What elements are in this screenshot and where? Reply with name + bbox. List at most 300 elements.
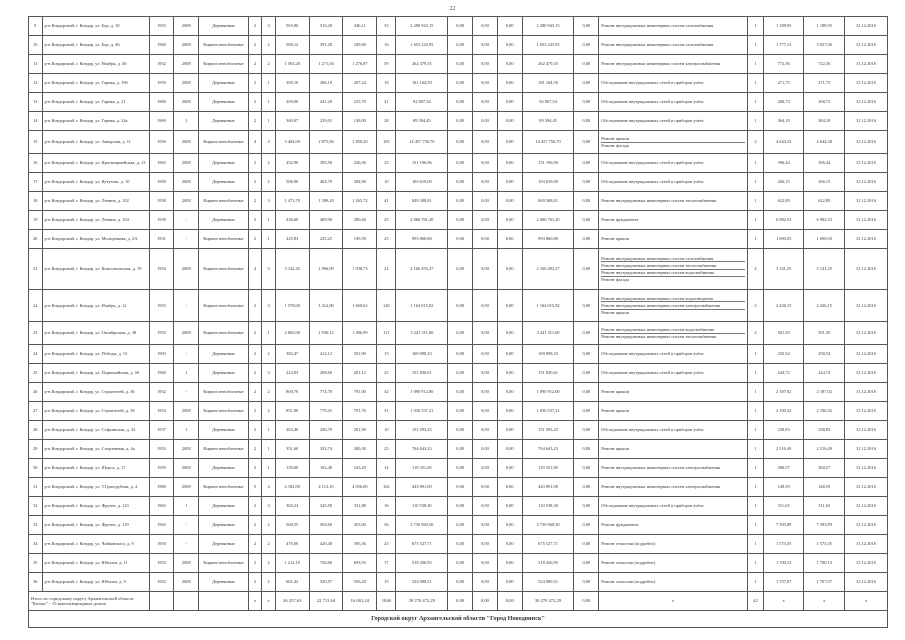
limit-cost-cell: 3 027,06 [804, 36, 845, 55]
regional-budget-cell: 0,00 [473, 290, 498, 322]
deadline-cell: 31.12.2016 [845, 230, 888, 249]
owners-funds-cell: 151 196,96 [522, 154, 574, 173]
other-funds-cell: 0,00 [574, 211, 599, 230]
limit-cost-cell: 148,59 [804, 478, 845, 497]
floors-cell: 2 [248, 173, 262, 192]
cost-total-cell: 3 241 311,60 [396, 322, 448, 345]
fund-cell: 0,00 [448, 17, 473, 36]
specific-cost-cell: 3 141,25 [763, 249, 804, 290]
address-cell: р-н Ковдорский, г. Ковдор, ул. Юбилея, д. 11 [42, 554, 149, 573]
fund-cell: 0,00 [448, 516, 473, 535]
wall-material-cell: Кирпич пеноблочные [199, 402, 249, 421]
residential-area-cell: 201,12 [343, 364, 377, 383]
total-area-cell: 1 473,70 [275, 192, 309, 211]
total-residential-area: 16 001,24 [343, 592, 377, 611]
work-type-item: Ремонт фундамента [601, 522, 639, 528]
specific-cost-cell: 148,59 [763, 478, 804, 497]
residents-cell: 10 [377, 173, 396, 192]
specific-cost-cell: 7 393,89 [763, 516, 804, 535]
floors-cell: 2 [248, 535, 262, 554]
build-year-cell: 1931 [149, 230, 174, 249]
address-cell: р-н Ковдорский, г. Ковдор, ул. Бор, д. 10 [42, 17, 149, 36]
floors-cell: 2 [248, 440, 262, 459]
entrances-cell: 1 [262, 211, 276, 230]
deadline-cell: 31.12.2016 [845, 459, 888, 478]
fund-cell: 0,00 [448, 383, 473, 402]
limit-cost-cell: 622,89 [804, 192, 845, 211]
work-count-cell: 3 [748, 290, 764, 322]
work-count-cell: 1 [748, 402, 764, 421]
other-funds-cell: 0,00 [574, 497, 599, 516]
residential-area-cell: 4 056,00 [343, 478, 377, 497]
other-funds-cell: 0,00 [574, 440, 599, 459]
residents-cell: 25 [377, 230, 396, 249]
address-cell: р-н Ковдорский, г. Ковдор, ул. Заводская, д. 11 [42, 131, 149, 154]
build-year-cell: 1958 [149, 192, 174, 211]
other-funds-cell: 0,00 [574, 383, 599, 402]
specific-cost-cell: 2 190,32 [763, 402, 804, 421]
other-funds-cell: 0,00 [574, 459, 599, 478]
total-fund: 0,00 [448, 592, 473, 611]
build-year-cell: 1969 [149, 93, 174, 112]
build-year-cell: 1963 [149, 516, 174, 535]
table-row [29, 322, 888, 345]
work-type-item: Ремонт внутридомовых инженерных систем электроснабжения [601, 484, 720, 490]
regional-budget-cell: 0,00 [473, 154, 498, 173]
living-area-cell: 1 936,12 [309, 322, 343, 345]
row-number: 16 [29, 154, 43, 173]
total-area-cell: 3 464,00 [275, 131, 309, 154]
address-cell: р-н Ковдорский, г. Ковдор, ул. Юбилея, д. 9 [42, 573, 149, 592]
living-area-cell: 530,57 [309, 573, 343, 592]
work-types-cell [599, 516, 748, 535]
deadline-cell: 31.12.2016 [845, 154, 888, 173]
row-number: 13 [29, 93, 43, 112]
total-works: х [599, 592, 748, 611]
local-budget-cell: 0,00 [497, 112, 522, 131]
total-owners: 39 270 472,29 [522, 592, 574, 611]
wall-material-cell: Кирпич пеноблочные [199, 36, 249, 55]
residents-cell: 25 [377, 211, 396, 230]
build-year-cell: 1939 [149, 211, 174, 230]
regional-budget-cell: 0,00 [473, 322, 498, 345]
address-cell: р-н Ковдорский, г. Ковдор, ул. Фрунзе, д. 123 [42, 497, 149, 516]
other-funds-cell: 0,00 [574, 154, 599, 173]
local-budget-cell: 0,00 [497, 535, 522, 554]
residents-cell: 41 [377, 192, 396, 211]
cost-total-cell: 103 619,00 [396, 173, 448, 192]
table-row [29, 554, 888, 573]
overhaul-year-cell: 2008 [174, 459, 199, 478]
address-cell: р-н Ковдорский, г. Ковдор, ул. Горная, д. 21 [42, 93, 149, 112]
regional-budget-cell: 0,00 [473, 192, 498, 211]
build-year-cell: 1950 [149, 173, 174, 192]
total-area-cell: 224,83 [275, 364, 309, 383]
other-funds-cell: 0,00 [574, 402, 599, 421]
living-area-cell: 516,20 [309, 17, 343, 36]
limit-cost-cell: 244,72 [804, 364, 845, 383]
limit-cost-cell: 2 190,32 [804, 402, 845, 421]
work-types-cell [599, 131, 748, 154]
row-number: 33 [29, 516, 43, 535]
wall-material-cell: Деревянные [199, 173, 249, 192]
work-count-cell: 1 [748, 364, 764, 383]
total-entrances: х [262, 592, 276, 611]
work-type-item: Ремонт внутридомовых инженерных систем газоснабжения [601, 42, 714, 48]
limit-cost-cell: 384,18 [804, 112, 845, 131]
table-row [29, 364, 888, 383]
regional-budget-cell: 0,00 [473, 383, 498, 402]
work-count-cell: 1 [748, 17, 764, 36]
overhaul-year-cell: 2008 [174, 154, 199, 173]
build-year-cell: 1952 [149, 440, 174, 459]
row-number: 23 [29, 322, 43, 345]
work-type-item: Обследование внутридомовых сетей и приборов учёта [601, 160, 704, 166]
build-year-cell: 1955 [149, 17, 174, 36]
owners-funds-cell: 262 479,35 [522, 55, 574, 74]
local-budget-cell: 0,00 [497, 131, 522, 154]
table-row [29, 249, 888, 290]
work-count-cell: 1 [748, 383, 764, 402]
row-number: 12 [29, 74, 43, 93]
deadline-cell: 31.12.2016 [845, 402, 888, 421]
deadline-cell: 31.12.2016 [845, 440, 888, 459]
living-area-cell: 1 906,09 [309, 249, 343, 290]
local-budget-cell: 0,00 [497, 364, 522, 383]
row-number: 36 [29, 573, 43, 592]
row-number: 9 [29, 17, 43, 36]
work-type-item: Ремонт внутридомовых инженерных систем электроснабжения [601, 465, 720, 471]
work-type-item: Ремонт крыши [601, 446, 629, 452]
total-area-cell: 3 142,45 [275, 249, 309, 290]
build-year-cell: 1952 [149, 55, 174, 74]
address-cell: р-н Ковдорский, г. Ковдор, ул. Ленина, д. 102 [42, 192, 149, 211]
total-year [149, 592, 174, 611]
living-area-cell: 162,40 [309, 459, 343, 478]
work-type-item: Обследование внутридомовых сетей и приборов учёта [601, 80, 704, 86]
fund-cell: 0,00 [448, 249, 473, 290]
fund-cell: 0,00 [448, 459, 473, 478]
total-area-cell: 800,70 [275, 383, 309, 402]
total-area-cell: 351,60 [275, 440, 309, 459]
total-area-cell: 1 212,10 [275, 554, 309, 573]
limit-cost-cell: 501,50 [804, 322, 845, 345]
address-cell: р-н Ковдорский, г. Ковдор, ул. Строителей, д. 38 [42, 402, 149, 421]
living-area-cell: 225,25 [309, 230, 343, 249]
owners-funds-cell: 1 090 912,00 [522, 383, 574, 402]
floors-cell: 2 [248, 74, 262, 93]
work-types-cell [599, 93, 748, 112]
row-number: 18 [29, 192, 43, 211]
row-number: 14 [29, 112, 43, 131]
total-material [199, 592, 249, 611]
limit-cost-cell: 2 187,02 [804, 383, 845, 402]
build-year-cell: 1956 [149, 131, 174, 154]
specific-cost-cell: 244,72 [763, 364, 804, 383]
table-row [29, 421, 888, 440]
build-year-cell: 1952 [149, 573, 174, 592]
table-row [29, 383, 888, 402]
wall-material-cell: Кирпич пеноблочные [199, 55, 249, 74]
table-row [29, 440, 888, 459]
work-type-item: Обследование внутридомовых сетей и приборов учёта [601, 427, 704, 433]
work-types-cell [599, 345, 748, 364]
work-type-item: Ремонт внутридомовых инженерных систем электроснабжения [601, 61, 720, 67]
local-budget-cell: 0,00 [497, 173, 522, 192]
table-row [29, 112, 888, 131]
row-number: 24 [29, 345, 43, 364]
fund-cell: 0,00 [448, 112, 473, 131]
total-area-cell: 506,12 [275, 36, 309, 55]
total-area-cell: 452,90 [275, 154, 309, 173]
work-types-cell [599, 74, 748, 93]
build-year-cell: 1960 [149, 36, 174, 55]
work-count-cell: 1 [748, 93, 764, 112]
entrances-cell: 2 [262, 516, 276, 535]
residential-area-cell: 453,00 [343, 516, 377, 535]
overhaul-year-cell: - [174, 290, 199, 322]
residents-cell: 23 [377, 154, 396, 173]
specific-cost-cell: 772,56 [763, 55, 804, 74]
overhaul-year-cell: - [174, 516, 199, 535]
other-funds-cell: 0,00 [574, 322, 599, 345]
deadline-cell: 31.12.2016 [845, 421, 888, 440]
regional-budget-cell: 0,00 [473, 36, 498, 55]
fund-cell: 0,00 [448, 192, 473, 211]
work-type-item: Обследование внутридомовых сетей и приборов учёта [601, 118, 704, 124]
total-area: 26 257,63 [275, 592, 309, 611]
local-budget-cell: 0,00 [497, 230, 522, 249]
deadline-cell: 31.12.2016 [845, 36, 888, 55]
floors-cell: 2 [248, 554, 262, 573]
residents-cell: 15 [377, 573, 396, 592]
work-count-cell: 1 [748, 74, 764, 93]
work-type-item: Ремонт внутридомовых инженерных систем водоснабжения [601, 270, 745, 277]
deadline-cell: 31.12.2016 [845, 93, 888, 112]
work-count-cell: 1 [748, 535, 764, 554]
deadline-cell: 31.12.2016 [845, 112, 888, 131]
floors-cell: 2 [248, 421, 262, 440]
cost-total-cell: 169 098,33 [396, 345, 448, 364]
table-row [29, 497, 888, 516]
wall-material-cell: Кирпич пеноблочные [199, 131, 249, 154]
other-funds-cell: 0,00 [574, 290, 599, 322]
residents-cell: 15 [377, 345, 396, 364]
total-deadline: х [845, 592, 888, 611]
address-cell: р-н Ковдорский, г. Ковдор, ул. Победы, д. 15 [42, 345, 149, 364]
floors-cell: 2 [248, 364, 262, 383]
regional-budget-cell: 0,00 [473, 131, 498, 154]
specific-cost-cell: 622,89 [763, 192, 804, 211]
wall-material-cell: Деревянные [199, 74, 249, 93]
table-row [29, 74, 888, 93]
regional-budget-cell: 0,00 [473, 249, 498, 290]
regional-budget-cell: 0,00 [473, 364, 498, 383]
regional-budget-cell: 0,00 [473, 459, 498, 478]
work-types-cell [599, 192, 748, 211]
limit-cost-cell: 238,83 [804, 421, 845, 440]
living-area-cell: 412,12 [309, 345, 343, 364]
build-year-cell: 1980 [149, 478, 174, 497]
local-budget-cell: 0,00 [497, 36, 522, 55]
address-cell: р-н Ковдорский, г. Ковдор, ул. Кутузова, д. 10 [42, 173, 149, 192]
limit-cost-cell: 722,56 [804, 55, 845, 74]
fund-cell: 0,00 [448, 402, 473, 421]
other-funds-cell: 0,00 [574, 345, 599, 364]
cost-total-cell: 151 196,96 [396, 154, 448, 173]
row-number: 22 [29, 290, 43, 322]
total-area-cell: 229,83 [275, 230, 309, 249]
fund-cell: 0,00 [448, 55, 473, 74]
entrances-cell: 1 [262, 421, 276, 440]
residents-cell: 32 [377, 383, 396, 402]
total-area-cell: 470,00 [275, 535, 309, 554]
table-row [29, 402, 888, 421]
work-type-item: Ремонт внутридомовых инженерных систем теплоснабжения [601, 334, 717, 339]
entrances-cell: 2 [262, 535, 276, 554]
overhaul-year-cell: 2008 [174, 478, 199, 497]
residential-area-cell: 236,30 [343, 154, 377, 173]
fund-cell: 0,00 [448, 535, 473, 554]
specific-cost-cell: 1 573,35 [763, 535, 804, 554]
local-budget-cell: 0,00 [497, 290, 522, 322]
living-area-cell: 404,70 [309, 173, 343, 192]
regional-budget-cell: 0,00 [473, 74, 498, 93]
local-budget-cell: 0,00 [497, 440, 522, 459]
specific-cost-cell: 1 707,07 [763, 573, 804, 592]
residents-cell: 23 [377, 535, 396, 554]
fund-cell: 0,00 [448, 131, 473, 154]
wall-material-cell: Деревянные [199, 421, 249, 440]
table-row [29, 459, 888, 478]
overhaul-year-cell: - [174, 211, 199, 230]
wall-material-cell: Кирпич пеноблочные [199, 230, 249, 249]
entrances-cell: 2 [262, 402, 276, 421]
total-specific-cost: х [763, 592, 804, 611]
local-budget-cell: 0,00 [497, 573, 522, 592]
local-budget-cell: 0,00 [497, 249, 522, 290]
entrances-cell: 2 [262, 55, 276, 74]
floors-cell: 2 [248, 290, 262, 322]
other-funds-cell: 0,00 [574, 364, 599, 383]
regional-budget-cell: 0,00 [473, 93, 498, 112]
table-row [29, 516, 888, 535]
row-number: 29 [29, 440, 43, 459]
living-area-cell: 1 399,20 [309, 192, 343, 211]
work-count-cell: 1 [748, 154, 764, 173]
living-area-cell: 779,41 [309, 402, 343, 421]
residential-area-cell: 556,20 [343, 573, 377, 592]
residents-cell: 25 [377, 364, 396, 383]
deadline-cell: 31.12.2016 [845, 55, 888, 74]
work-type-item: Ремонт внутридомовых инженерных систем теплоснабжения [601, 262, 745, 269]
regional-budget-cell: 0,00 [473, 421, 498, 440]
residents-cell: 36 [377, 516, 396, 535]
fund-cell: 0,00 [448, 211, 473, 230]
living-area-cell: 345,50 [309, 497, 343, 516]
local-budget-cell: 0,00 [497, 516, 522, 535]
cost-total-cell: 119 351,69 [396, 459, 448, 478]
cost-total-cell: 92 807,54 [396, 93, 448, 112]
overhaul-year-cell: 1 [174, 421, 199, 440]
entrances-cell: 2 [262, 345, 276, 364]
other-funds-cell: 0,00 [574, 249, 599, 290]
work-count-cell: 1 [748, 55, 764, 74]
work-count-cell: 1 [748, 230, 764, 249]
work-types-cell [599, 364, 748, 383]
owners-funds-cell: 2 280 943,15 [522, 17, 574, 36]
address-cell: р-н Ковдорский, г. Ковдор, ул. Софьинская, д. 33 [42, 421, 149, 440]
living-area-cell: 774,70 [309, 383, 343, 402]
work-type-item: Ремонт крыши [601, 408, 629, 414]
residents-cell: 24 [377, 249, 396, 290]
floors-cell: 2 [248, 192, 262, 211]
residential-area-cell: 207,24 [343, 74, 377, 93]
limit-cost-cell: 1 573,35 [804, 535, 845, 554]
owners-funds-cell: 103 619,00 [522, 173, 574, 192]
work-type-item: Обследование внутридомовых сетей и приборов учёта [601, 179, 704, 185]
build-year-cell: 1960 [149, 364, 174, 383]
deadline-cell: 31.12.2016 [845, 573, 888, 592]
regional-budget-cell: 0,00 [473, 554, 498, 573]
floors-cell: 2 [248, 230, 262, 249]
regional-budget-cell: 0,00 [473, 440, 498, 459]
deadline-cell: 31.12.2016 [845, 17, 888, 36]
total-label: Итого по городскому округу Архангельской области "Котлас" - 15 многоквартирных домов [29, 592, 150, 611]
overhaul-year-cell: 2008 [174, 131, 199, 154]
entrances-cell: 1 [262, 322, 276, 345]
fund-cell: 0,00 [448, 290, 473, 322]
entrances-cell: 2 [262, 36, 276, 55]
address-cell: р-н Ковдорский, г. Ковдор, ул. Горная, д. 24а [42, 112, 149, 131]
cost-total-cell: 849 308,01 [396, 192, 448, 211]
floors-cell: 5 [248, 478, 262, 497]
section-header-row [29, 611, 888, 628]
limit-cost-cell: 6 982,53 [804, 211, 845, 230]
local-budget-cell: 0,00 [497, 192, 522, 211]
living-area-cell: 391,20 [309, 36, 343, 55]
specific-cost-cell: 1 777,13 [763, 36, 804, 55]
owners-funds-cell: 3 241 311,60 [522, 322, 574, 345]
work-count-cell: 1 [748, 173, 764, 192]
work-type-item: Обследование внутридомовых сетей и приборов учёта [601, 370, 704, 376]
work-type-item: Ремонт фундамента [601, 217, 639, 223]
deadline-cell: 31.12.2016 [845, 211, 888, 230]
fund-cell: 0,00 [448, 440, 473, 459]
address-cell: р-н Ковдорский, г. Ковдор, ул. Строителей, д. 36 [42, 383, 149, 402]
wall-material-cell: Кирпич пеноблочные [199, 249, 249, 290]
residents-cell: 33 [377, 17, 396, 36]
wall-material-cell: Деревянные [199, 93, 249, 112]
living-area-cell: 4 113,10 [309, 478, 343, 497]
limit-cost-cell: 268,73 [804, 93, 845, 112]
other-funds-cell: 0,00 [574, 192, 599, 211]
wall-material-cell: Кирпич пеноблочные [199, 192, 249, 211]
living-area-cell: 1 412,80 [309, 290, 343, 322]
row-number: 20 [29, 230, 43, 249]
owners-funds-cell: 764 643,23 [522, 440, 574, 459]
work-types-cell [599, 440, 748, 459]
total-residents: 1046 [377, 592, 396, 611]
overhaul-year-cell: - [174, 383, 199, 402]
address-cell: р-н Ковдорский, г. Ковдор, ул. Т.Гризодубова, д. 4 [42, 478, 149, 497]
limit-cost-cell: 266,15 [804, 173, 845, 192]
entrances-cell: 3 [262, 364, 276, 383]
deadline-cell: 31.12.2016 [845, 478, 888, 497]
specific-cost-cell: 364,18 [763, 112, 804, 131]
work-type-item: Обследование внутридомовых сетей и приборов учёта [601, 503, 704, 509]
specific-cost-cell: 396,44 [763, 154, 804, 173]
